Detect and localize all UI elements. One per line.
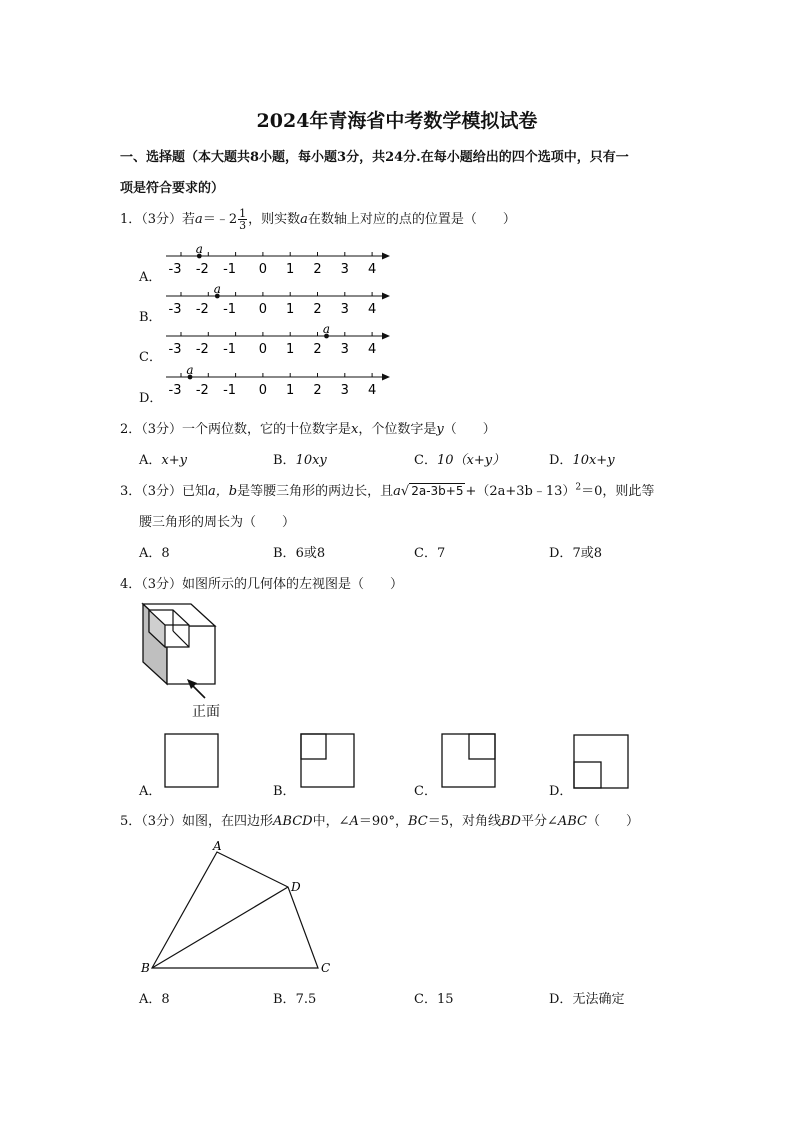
q1-option-b-number-line[interactable] — [164, 284, 394, 320]
tick-label: -3 — [168, 342, 182, 357]
q3-option-d[interactable]: D．7或8 — [549, 546, 602, 561]
q5-option-b[interactable]: B．7.5 — [273, 992, 317, 1007]
radical-sign: √ — [400, 484, 410, 499]
tick-label: 4 — [367, 342, 377, 357]
section-heading-line1: 一、选择题（本大题共8小题，每小题3分，共24分.在每小题给出的四个选项中，只有一 — [120, 150, 629, 165]
fraction: $\frac{1}{3}$ — [239, 207, 247, 232]
tick-label: 1 — [286, 302, 295, 317]
q2-option-b[interactable]: B．10xy — [273, 453, 327, 468]
radicand: 2a-3b+5 — [411, 484, 464, 498]
tick-label: 3 — [340, 383, 349, 398]
tick-label: 2 — [313, 262, 322, 277]
page-title: 2024年青海省中考数学模拟试卷 — [256, 110, 538, 132]
vertex-label-d: D — [291, 880, 301, 894]
q2-option-d[interactable]: D．10x+y — [549, 453, 615, 468]
q1-option-b-letter[interactable]: B． — [139, 310, 162, 325]
tick-label: -3 — [168, 302, 182, 317]
tick-label: 3 — [340, 342, 349, 357]
tick-label: 2 — [313, 302, 322, 317]
point-a-label: a — [322, 324, 331, 336]
tick-label: -2 — [195, 262, 209, 277]
question-5-stem: 5．（3分）如图，在四边形ABCD中，∠A＝90°，BC＝5，对角线BD平分∠ABC（ ） — [120, 814, 640, 829]
tick-label: -1 — [223, 342, 237, 357]
q5-quadrilateral-figure — [138, 838, 338, 978]
q1-option-c-number-line[interactable] — [164, 324, 394, 360]
tick-label: 4 — [367, 383, 377, 398]
question-4-stem: 4．（3分）如图所示的几何体的左视图是（ ） — [120, 577, 404, 592]
point-a-label: a — [186, 365, 194, 377]
tick-label: -1 — [223, 262, 237, 277]
tick-label: 0 — [258, 342, 268, 357]
quadrilateral-abcd — [152, 852, 318, 968]
tick-label: 4 — [367, 262, 377, 277]
question-3-stem-line1: 3．（3分）已知a，b是等腰三角形的两边长，且a√ 2a-3b+5 +（2a+3b﹣13）$^2$＝0，则此等 — [120, 482, 655, 499]
q5-option-a[interactable]: A．8 — [139, 992, 170, 1007]
q4-option-b-letter[interactable]: B． — [273, 784, 296, 799]
tick-label: 1 — [286, 342, 295, 357]
tick-label: 2 — [313, 383, 322, 398]
diagonal-bd — [152, 887, 288, 968]
tick-label: 1 — [286, 262, 295, 277]
tick-label: 3 — [340, 262, 349, 277]
arrow-right-icon — [382, 333, 390, 340]
q3-option-b[interactable]: B．6或8 — [273, 546, 326, 561]
arrow-right-icon — [382, 253, 390, 260]
point-a-label: a — [195, 244, 203, 256]
tick-label: -3 — [168, 383, 182, 398]
tick-label: -2 — [195, 302, 209, 317]
q4-option-a-figure[interactable] — [164, 733, 220, 789]
q2-option-c[interactable]: C．10（x+y） — [414, 453, 506, 468]
tick-label: 0 — [258, 383, 268, 398]
question-3-stem-line2: 腰三角形的周长为（ ） — [139, 515, 296, 530]
q4-option-b-figure[interactable] — [300, 733, 356, 789]
tick-label: 0 — [258, 302, 268, 317]
vertex-label-a: A — [213, 839, 222, 853]
q1-option-a-number-line[interactable] — [164, 244, 394, 280]
q1-option-d-letter[interactable]: D． — [139, 391, 163, 406]
q1-option-a-letter[interactable]: A． — [139, 270, 162, 285]
q4-option-d-figure[interactable] — [573, 734, 631, 790]
q4-option-c-letter[interactable]: C． — [414, 784, 437, 799]
tick-label: 1 — [286, 383, 295, 398]
tick-label: 4 — [367, 302, 377, 317]
q3-option-a[interactable]: A．8 — [139, 546, 170, 561]
front-label: 正面 — [192, 704, 220, 720]
q1-option-c-letter[interactable]: C． — [139, 350, 162, 365]
section-heading-line2: 项是符合要求的） — [120, 181, 225, 196]
q2-option-a[interactable]: A．x+y — [139, 453, 187, 468]
arrow-right-icon — [382, 374, 390, 381]
question-1-stem: 1．（3分）若a＝﹣2 $\frac{1}{3}$ ，则实数a在数轴上对应的点的位置是（ ） — [120, 207, 516, 232]
vertex-label-b: B — [141, 961, 150, 975]
vertex-label-c: C — [321, 961, 331, 975]
tick-label: 3 — [340, 302, 349, 317]
tick-label: -3 — [168, 262, 182, 277]
q4-3d-solid-figure — [135, 598, 245, 723]
point-a-label: a — [213, 284, 221, 296]
arrow-right-icon — [382, 293, 390, 300]
question-2-stem: 2．（3分）一个两位数，它的十位数字是x，个位数字是y（ ） — [120, 422, 496, 437]
tick-label: -2 — [195, 342, 209, 357]
tick-label: 2 — [313, 342, 322, 357]
q4-option-c-figure[interactable] — [441, 733, 497, 789]
tick-label: -1 — [223, 302, 237, 317]
tick-label: -1 — [223, 383, 237, 398]
tick-label: 0 — [258, 262, 268, 277]
q3-option-c[interactable]: C．7 — [414, 546, 446, 561]
q4-option-a-letter[interactable]: A． — [139, 784, 162, 799]
q1-option-d-number-line[interactable] — [164, 365, 394, 401]
q5-option-d[interactable]: D．无法确定 — [549, 992, 625, 1007]
q5-option-c[interactable]: C．15 — [414, 992, 454, 1007]
tick-label: -2 — [195, 383, 209, 398]
q4-option-d-letter[interactable]: D． — [549, 784, 573, 799]
